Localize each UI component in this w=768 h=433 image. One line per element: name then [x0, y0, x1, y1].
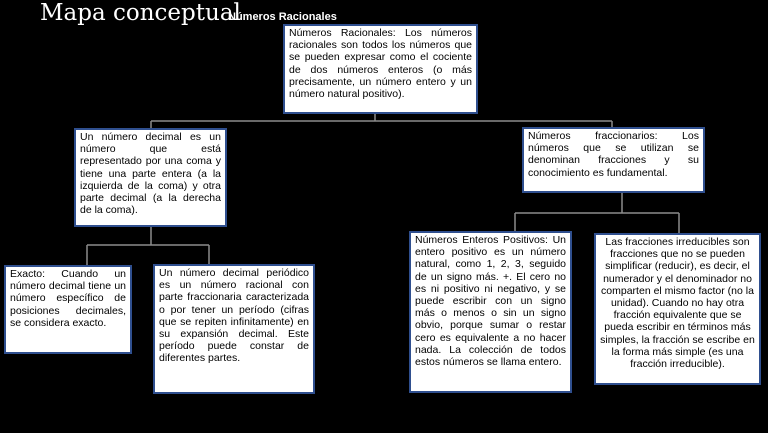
node-fracciones-irreducibles: Las fracciones irreducibles son fracciones que no se pueden simplificar (reducir), es decir, el numerador y el denominador no comparten el mismo factor (no la unidad). Cuando no hay otra fracción equivalente que se pueda escribir en términos más simples, la fracción se escribe en la forma más simple (es una fracción irreducible). — [594, 233, 761, 385]
page-title: Mapa conceptual — [40, 0, 241, 26]
node-exacto: Exacto: Cuando un número decimal tiene un número específico de posiciones decimales, se considera exacto. — [4, 265, 132, 354]
node-numeros-fraccionarios: Números fraccionarios: Los números que se utilizan se denominan fracciones y su conocimiento es fundamental. — [522, 127, 705, 193]
node-numeros-racionales: Números Racionales: Los números racionales son todos los números que se pueden expresar como el cociente de dos números enteros (o más precisamente, un número entero y un número natural positivo). — [283, 24, 478, 114]
page-subtitle: Números Racionales — [228, 11, 337, 23]
node-enteros-positivos: Números Enteros Positivos: Un entero positivo es un número natural, como 1, 2, 3, seguido de un signo más. +. El cero no es ni positivo ni negativo, y se puede escribir con un signo más o menos o sin un signo obvio, porque sumar o restar cero es equivalente a no hacer nada. La colección de todos estos números se llama entero. — [409, 231, 572, 393]
node-numero-decimal: Un número decimal es un número que está representado por una coma y tiene una parte entera (a la izquierda de la coma) y otra parte decimal (a la derecha de la coma). — [74, 128, 227, 227]
node-decimal-periodico: Un número decimal periódico es un número racional con parte fraccionaria caracterizada o por tener un período (cifras que se repiten infinitamente) en su expansión decimal. Este período puede constar de diferentes partes. — [153, 264, 315, 394]
